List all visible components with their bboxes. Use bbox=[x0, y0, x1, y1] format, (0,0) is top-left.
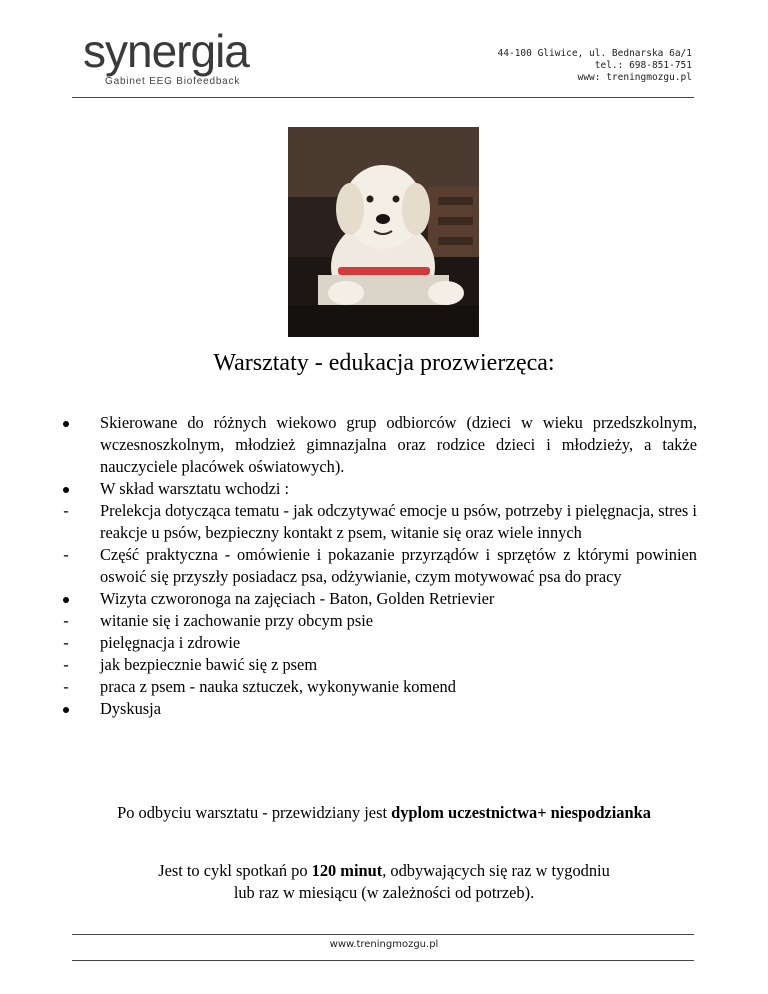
dash-marker: - bbox=[63, 633, 69, 652]
list-item: Dyskusja bbox=[42, 698, 697, 720]
header-divider bbox=[72, 97, 694, 98]
bullet-icon bbox=[56, 698, 76, 720]
footer-url: www.treningmozgu.pl bbox=[329, 939, 439, 950]
page-header bbox=[0, 0, 768, 100]
diploma-paragraph: Po odbyciu warsztatu - przewidziany jest dyplom uczestnictwa+ niespodzianka bbox=[117, 803, 651, 822]
list-item: W skład warsztatu wchodzi : bbox=[42, 478, 697, 500]
dog-illustration bbox=[288, 127, 479, 337]
synergia-logo bbox=[83, 25, 249, 87]
list-item: - Część praktyczna - omówienie i pokazanie przyrządów i sprzętów z którymi powinien oswoić się przyszły posiadacz psa, odżywianie, czym motywować psa do pracy bbox=[42, 544, 697, 588]
duration-emphasis: 120 minut bbox=[311, 861, 383, 880]
workshop-list bbox=[42, 412, 697, 720]
list-item: Skierowane do różnych wiekowo grup odbiorców (dzieci w wieku przedszkolnym, wczesnoszkolnym, młodzież gimnazjalna oraz rodzice dzieci i młodzieży, a także nauczyciele placówek oświatowych). bbox=[42, 412, 697, 478]
diploma-emphasis: dyplom uczestnictwa+ niespodzianka bbox=[391, 803, 651, 822]
dash-marker: - bbox=[63, 501, 69, 520]
logo-wordmark: synergia bbox=[83, 25, 249, 77]
list-item: - jak bezpiecznie bawić się z psem bbox=[42, 654, 697, 676]
schedule-paragraph bbox=[0, 860, 768, 904]
schedule-line-2: lub raz w miesiącu (w zależności od potrzeb). bbox=[233, 883, 535, 902]
bullet-icon bbox=[56, 588, 76, 610]
address-line: 44-100 Gliwice, ul. Bednarska 6a/1 bbox=[497, 48, 692, 59]
bullet-icon bbox=[56, 412, 76, 434]
list-item: - pielęgnacja i zdrowie bbox=[42, 632, 697, 654]
page-title: Warsztaty - edukacja prozwierzęca: bbox=[213, 350, 555, 376]
contact-block bbox=[498, 48, 692, 84]
footer-divider-bottom bbox=[72, 960, 694, 961]
phone-line: tel.: 698-851-751 bbox=[594, 60, 692, 71]
list-item: - praca z psem - nauka sztuczek, wykonywanie komend bbox=[42, 676, 697, 698]
footer-divider-top bbox=[72, 934, 694, 935]
list-item: Wizyta czworonoga na zajęciach - Baton, Golden Retrievier bbox=[42, 588, 697, 610]
dog-photo bbox=[288, 127, 479, 337]
logo-subtitle: Gabinet EEG Biofeedback bbox=[105, 76, 241, 87]
bullet-icon bbox=[56, 478, 76, 500]
website-line: www: treningmozgu.pl bbox=[577, 72, 692, 83]
list-item: - witanie się i zachowanie przy obcym psie bbox=[42, 610, 697, 632]
dash-marker: - bbox=[63, 677, 69, 696]
dash-marker: - bbox=[63, 655, 69, 674]
schedule-line-1: Jest to cykl spotkań po 120 minut, odbywających się raz w tygodniu bbox=[158, 861, 610, 880]
list-item: - Prelekcja dotycząca tematu - jak odczytywać emocje u psów, potrzeby i pielęgnacja, stres i reakcje u psów, bezpieczny kontakt z psem, witanie się oraz wiele innych bbox=[42, 500, 697, 544]
dash-marker: - bbox=[63, 611, 69, 630]
dash-marker: - bbox=[63, 545, 69, 564]
